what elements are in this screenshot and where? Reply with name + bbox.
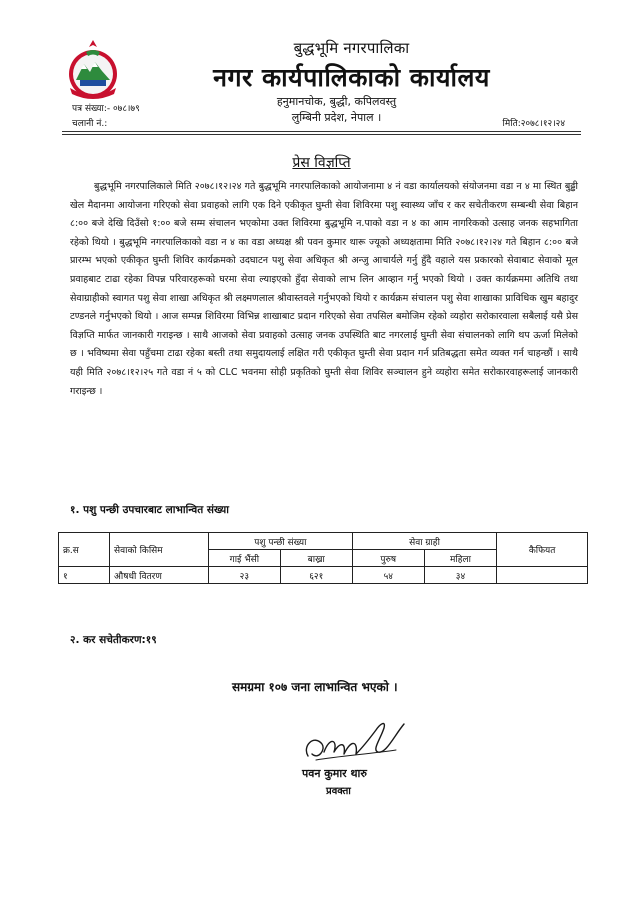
letter-date: मिति:२०७८।१२।२४ <box>502 119 565 129</box>
cell-goat: ६२१ <box>280 567 352 584</box>
cell-male: ५४ <box>352 567 424 584</box>
cell-remarks <box>497 567 588 584</box>
header-divider-secondary <box>62 134 581 135</box>
header-remarks: कैफियत <box>497 533 588 567</box>
office-name: नगर कार्यपालिकाको कार्यालय <box>213 63 490 92</box>
cell-service: औषधी वितरण <box>110 567 209 584</box>
cell-sn: १ <box>59 567 110 584</box>
document-title-text: प्रेस विज्ञप्ति <box>292 155 351 171</box>
handwritten-signature <box>300 716 410 766</box>
document-title <box>0 153 643 172</box>
address-line-1: हनुमानचोक, बुद्धी, कपिलवस्तु <box>276 95 397 108</box>
table-header-row <box>59 533 588 550</box>
letter-number: पत्र संख्या:- ०७८।७९ <box>72 104 140 114</box>
beneficiary-table <box>58 532 588 584</box>
summary-statement: समग्रमा १०७ जना लाभान्वित भएको । <box>232 680 398 694</box>
signer-role: प्रवक्ता <box>326 786 351 797</box>
header-goat: बाख्रा <box>280 550 352 567</box>
signer-name: पवन कुमार थारु <box>302 767 367 780</box>
header-clients: सेवा ग्राही <box>352 533 496 550</box>
table-row <box>59 567 588 584</box>
header-male: पुरुष <box>352 550 424 567</box>
section-2-heading: २. कर सचेतीकरण:१९ <box>70 634 157 646</box>
dispatch-number: चलानी नं.: <box>72 119 108 129</box>
section-1-heading: १. पशु पन्छी उपचारबाट लाभान्वित संख्या <box>70 504 229 516</box>
header-female: महिला <box>424 550 497 567</box>
address-line-2: लुम्बिनी प्रदेश, नेपाल । <box>291 111 382 124</box>
cell-cattle: २३ <box>208 567 280 584</box>
header-sn: क्र.स <box>59 533 110 567</box>
press-release-body: बुद्धभूमि नगरपालिकाले मिति २०७८।१२।२४ गते बुद्धभूमि नगरपालिकाको आयोजनामा ४ नं वडा कार्यालयको संयोजनमा वडा न ४ मा स्थित बुढ्ढी खेल मैदानमा आयोजना गरिएको सेवा प्रवाहको लागि एक दिने एकीकृत घुम्ती सेवा शिविरमा पशु स्वास्थ्य जाँच र कर सचेतीकरण सम्बन्धी सेवा बिहान ८:०० बजे देखि दिउँसो १:०० बजे सम्म संचालन भएकोमा उक्त शिविरमा बुद्धभूमि न.पाको वडा न ४ का आम नागरिकको उत्साह जनक सहभागिता रहेको थियो । बुद्धभूमि नगरपालिकाको वडा न ४ का वडा अध्यक्ष श्री पवन कुमार थारू ज्यूको अध्यक्षतामा मिति २०७८।१२।२४ गते बिहान ८:०० बजे प्रारम्भ भएको एकीकृत घुम्ती शिविर कार्यक्रमको उदघाटन पशु सेवा अधिकृत श्री अन्जु आचार्यले गर्नु हुँदै वहाले यस प्रकारको सेवाबाट सेवाको मूल प्रवाहबाट टाढा रहेका विपन्न परिवारहरूको घरमा सेवा ल्याइएको हुँदा सेवाको लाभ लिन आव्हान गर्नु भएको थियो । उक्त कार्यक्रममा अतिथि तथा सेवाग्राहीको स्वागत पशु सेवा शाखा अधिकृत श्री लक्ष्मणलाल श्रीवास्तवले गर्नुभएको थियो र कार्यक्रम संचालन पशु सेवा शाखाका प्राविधिक खुम बहादुर टण्डनले गर्नुभएको थियो । आज सम्पन्न शिविरमा विभिन्न शाखाबाट प्रदान गरिएको सेवा तपसिल बमोजिम रहेको व्यहोरा सरोकारवाला सबैलाई यसै प्रेस विज्ञप्ति मार्फत जानकारी गराइन्छ । साथै आजको सेवा प्रवाहको उत्साह जनक उपस्थिति बाट नगरलाई घुम्ती सेवा संचालनको लागि थप ऊर्जा मिलेको छ । भविष्यमा सेवा पहुँचमा टाढा रहेका बस्ती तथा समुदायलाई लक्षित गरी एकीकृत घुम्ती सेवा प्रदान गर्न प्रतिबद्धता समेत व्यक्त गर्न चाहन्छौं । साथै यही मिति २०७८।१२।२५ गते वडा नं ५ को CLC भवनमा सोही प्रकृतिको घुम्ती सेवा शिविर सञ्चालन हुने व्यहोरा समेत सरोकारवाहरूलाई जानकारी गराइन्छ । <box>70 181 578 397</box>
header-cattle: गाई भैंसी <box>208 550 280 567</box>
header-service-type: सेवाको किसिम <box>110 533 209 567</box>
cell-female: ३४ <box>424 567 497 584</box>
header-animal-count: पशु पन्छी संख्या <box>208 533 352 550</box>
header-divider <box>62 131 581 132</box>
municipality-name: बुद्धभूमि नगरपालिका <box>293 39 410 57</box>
